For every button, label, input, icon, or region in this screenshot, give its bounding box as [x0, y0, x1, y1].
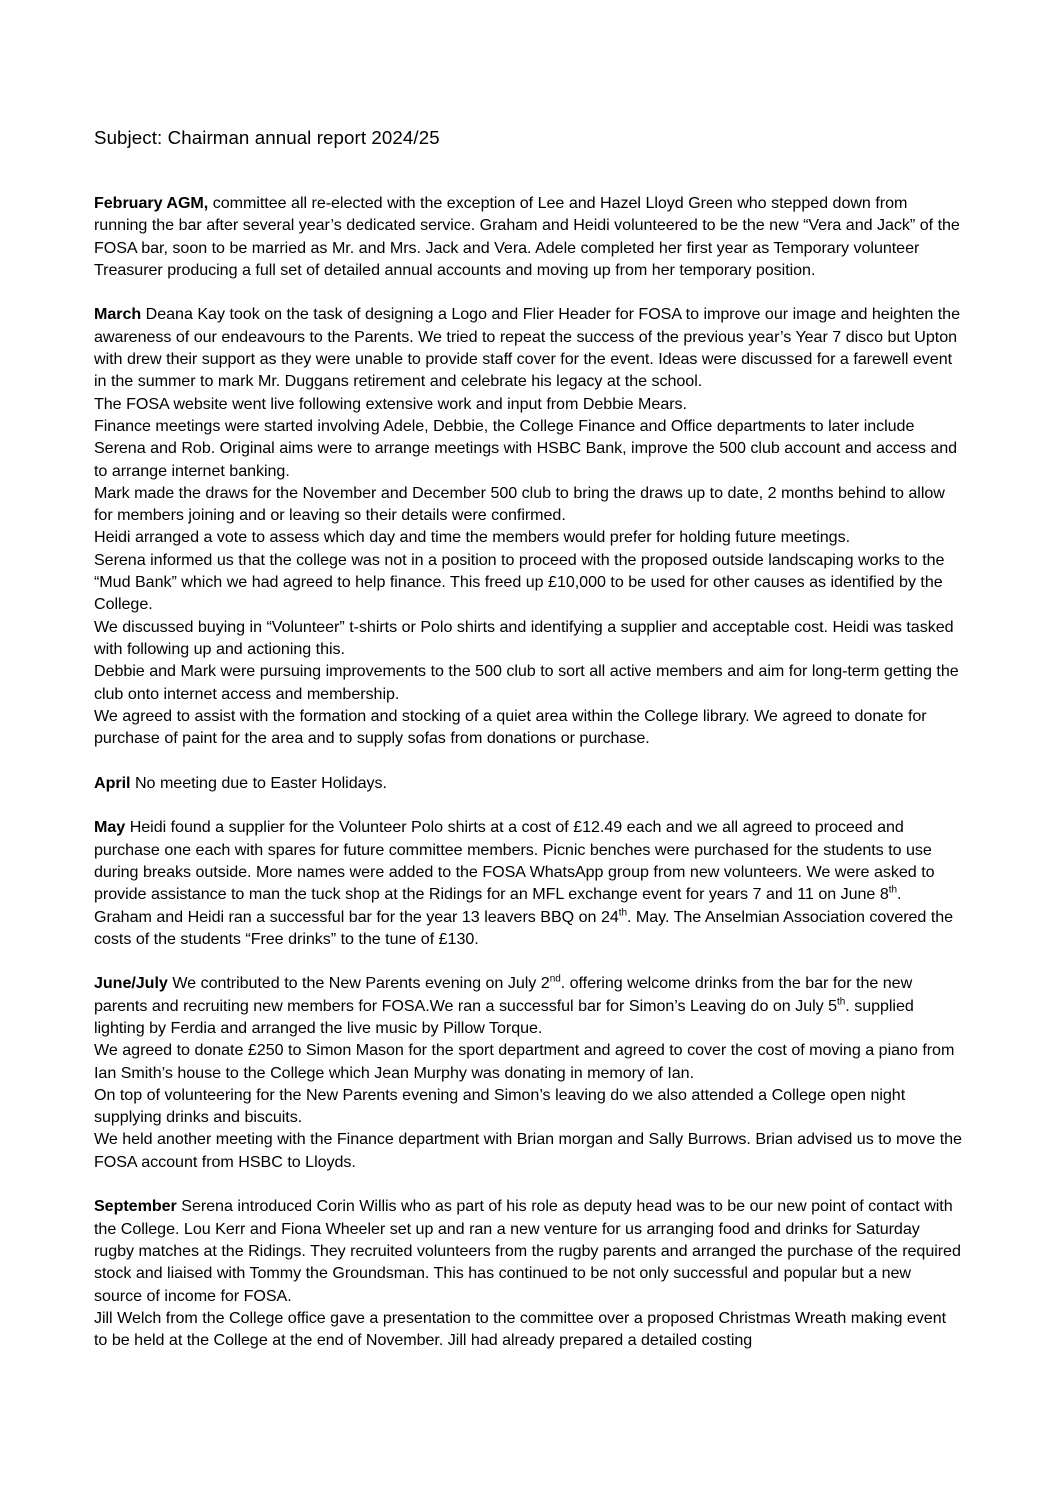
paragraph-may-body-1: Heidi found a supplier for the Volunteer Polo shirts at a cost of £12.49 each and we all agreed to proceed and purchase one each with spares for future committee members. Picnic benches were purchased for the students to use during breaks outside. More names were added to the FOSA WhatsApp group from new volunteers. We were asked to provide assistance to man the tuck shop at the Ridings for an MFL exchange event for years 7 and 11 on June 8 — [94, 818, 935, 904]
paragraph-september-body: Serena introduced Corin Willis who as part of his role as deputy head was to be our new point of contact with the College. Lou Kerr and Fiona Wheeler set up and ran a new venture for us arranging food and drinks for Saturday rugby matches at the Ridings. They recruited volunteers from the rugby parents and arranged the purchase of the required stock and liaised with Tommy the Groundsman. This has continued to be not only successful and popular but a new source of income for FOSA. Jill Welch from the College office gave a presentation to the committee over a proposed Christmas Wreath making event to be held at the College at the end of November. Jill had already prepared a detailed costing — [94, 1197, 961, 1350]
paragraph-april — [94, 772, 962, 794]
paragraph-february-lead: February AGM, — [94, 194, 209, 212]
ordinal-suffix-24th: th — [618, 907, 627, 919]
paragraph-may — [94, 816, 962, 950]
paragraph-may-body-2: . Graham and Heidi ran a successful bar for the year 13 leavers BBQ on 24 — [94, 885, 902, 926]
paragraph-april-body: No meeting due to Easter Holidays. — [130, 773, 387, 792]
paragraph-june-july — [94, 972, 962, 1173]
document-body — [94, 126, 962, 1351]
paragraph-june-july-lead: June/July — [94, 974, 168, 993]
ordinal-suffix-june-8th: th — [888, 884, 897, 896]
paragraph-march-body: Deana Kay took on the task of designing a Logo and Flier Header for FOSA to improve our image and heighten the awareness of our endeavours to the Parents. We tried to repeat the success of the previous year’s Year 7 disco but Upton with drew their support as they were unable to provide staff cover for the event. Ideas were discussed for a farewell event in the summer to mark Mr. Duggans retirement and celebrate his legacy at the school. The FOSA website went live following extensive work and input from Debbie Mears. Finance meetings were started involving Adele, Debbie, the College Finance and Office departments to later include Serena and Rob. Original aims were to arrange meetings with HSBC Bank, improve the 500 club account and access and to arrange internet banking. Mark made the draws for the November and December 500 club to bring the draws up to date, 2 months behind to allow for members joining and or leaving so their details were confirmed. Heidi arranged a vote to assess which day and time the members would prefer for holding future meetings. Serena informed us that the college was not in a position to proceed with the proposed outside landscaping works to the “Mud Bank” which we had agreed to help finance. This freed up £10,000 to be used for other causes as identified by the College. We discussed buying in “Volunteer” t-shirts or Polo shirts and identifying a supplier and acceptable cost. Heidi was tasked with following up and actioning this. Debbie and Mark were pursuing improvements to the 500 club to sort all active members and aim for long-term getting the club onto internet access and membership. We agreed to assist with the formation and stocking of a quiet area within the College library. We agreed to donate for purchase of paint for the area and to supply sofas from donations or purchase. — [94, 305, 960, 748]
paragraph-june-july-body-2: . offering welcome drinks from the bar for the new parents and recruiting new members for FOSA.We ran a successful bar for Simon’s Leaving do on July 5 — [94, 974, 913, 1015]
ordinal-suffix-july-5th: th — [837, 996, 846, 1008]
paragraph-april-lead: April — [94, 773, 131, 792]
paragraph-february — [94, 192, 962, 281]
paragraph-september — [94, 1195, 962, 1351]
paragraph-june-july-body-1: We contributed to the New Parents evening on July 2 — [167, 974, 550, 993]
paragraph-may-lead: May — [94, 818, 126, 837]
paragraph-march — [94, 303, 962, 749]
paragraph-june-july-body-3: . supplied lighting by Ferdia and arranged the live music by Pillow Torque. We agreed to donate £250 to Simon Mason for the sport department and agreed to cover the cost of moving a piano from Ian Smith’s house to the College which Jean Murphy was donating in memory of Ian. On top of volunteering for the New Parents evening and Simon’s leaving do we also attended a College open night supplying drinks and biscuits. We held another meeting with the Finance department with Brian morgan and Sally Burrows. Brian advised us to move the FOSA account from HSBC to Lloyds. — [94, 996, 962, 1171]
ordinal-suffix-july-2nd: nd — [549, 974, 561, 986]
page-title: Subject: Chairman annual report 2024/25 — [94, 127, 440, 148]
paragraph-may-body-3: . May. The Anselmian Association covered the costs of the students “Free drinks” to the tune of £130. — [94, 907, 954, 948]
paragraph-february-body: committee all re-elected with the exception of Lee and Hazel Lloyd Green who stepped down from running the bar after several year’s dedicated service. Graham and Heidi volunteered to be the new “Vera and Jack” of the FOSA bar, soon to be married as Mr. and Mrs. Jack and Vera. Adele completed her first year as Temporary volunteer Treasurer producing a full set of detailed annual accounts and moving up from her temporary position. — [94, 194, 960, 279]
title-spacer — [94, 150, 962, 192]
paragraph-march-lead: March — [94, 305, 142, 324]
paragraph-september-lead: September — [94, 1197, 177, 1216]
